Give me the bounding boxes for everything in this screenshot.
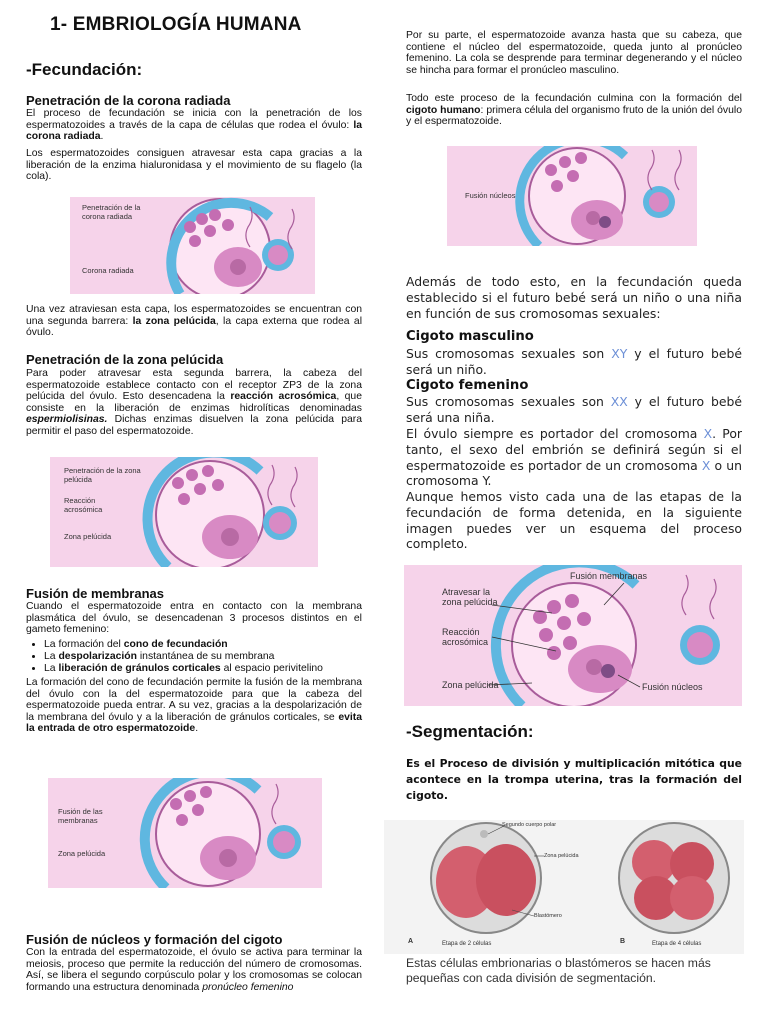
summary-figure — [404, 565, 742, 706]
seg-label-5: Etapa de 4 células — [652, 941, 702, 947]
zona-title: Penetración de la zona pelúcida — [26, 352, 224, 367]
nucleos-paragraph: Con la entrada del espermatozoide, el óvulo se activa para terminar la meiosis, proceso que permite la reducción del número de cromosomas. Así, se libera el segundo corpúsculo polar y los cromosomas se colocan formando una estructura denominada pronúcleo femenino — [26, 947, 362, 993]
seg-label-1: Segundo cuerpo polar — [502, 822, 557, 828]
nucleos-title: Fusión de núcleos y formación del cigoto — [26, 932, 283, 947]
summary-label-2: Atravesar la zona pelúcida — [442, 587, 498, 607]
zona-figure — [50, 457, 318, 567]
segmentacion-caption: Estas células embrionarias o blastómeros se hacen más pequeñas con cada división de segmentación. — [406, 956, 711, 985]
cigoto-femenino-text: Sus cromosomas sexuales son XX y el futuro bebé será una niña. — [406, 394, 742, 425]
seg-label-3: Blastómero — [534, 913, 562, 919]
fusion-figure — [48, 778, 322, 888]
corona-figure — [70, 197, 315, 294]
list-item: • La despolarización instantánea de su membrana — [44, 651, 362, 663]
list-item: • La formación del cono de fecundación — [44, 639, 362, 651]
corona-title: Penetración de la corona radiada — [26, 93, 231, 108]
fecundacion-heading: -Fecundación: — [26, 60, 143, 79]
ovulo-paragraph: El óvulo siempre es portador del cromosoma X. Por tanto, el sexo del embrión se definirá según si el espermatozoide es portador de un cromosoma X o un cromosoma Y. — [406, 426, 742, 489]
seg-label-2: Zona pelúcida — [544, 853, 579, 859]
cigoto-masculino-text: Sus cromosomas sexuales son XY y el futuro bebé será un niño. — [406, 346, 742, 377]
cromosomas-intro: Además de todo esto, en la fecundación queda establecido si el futuro bebé será un niño o una niña en función de sus cromosomas sexuales: — [406, 274, 742, 321]
right-paragraph-2: Todo este proceso de la fecundación culmina con la formación del cigoto humano: primera célula del organismo fruto de la unión del óvulo y el espermatozoide. — [406, 93, 742, 128]
corona-paragraph-1: El proceso de fecundación se inicia con la penetración de los espermatozoides a través de la capa de células que rodea el óvulo: la corona radiada. — [26, 108, 362, 143]
nucleos-figure-label: Fusión núcleos — [465, 191, 516, 200]
fusion-title: Fusión de membranas — [26, 586, 164, 601]
right-paragraph-1: Por su parte, el espermatozoide avanza hasta que su cabeza, que contiene el núcleo del espermatozoide, queda junto al pronúcleo femenino. La cola se desprende para terminar degenerando y el núcleo se hincha para formar el pronúcleo masculino. — [406, 30, 742, 76]
fusion-list — [26, 639, 362, 674]
nucleos-figure — [447, 146, 697, 246]
segmentacion-text: Es el Proceso de división y multiplicación mitótica que acontece en la trompa uterina, tras la formación del cigoto. — [406, 757, 742, 802]
aunque-paragraph: Aunque hemos visto cada una de las etapas de la fecundación de forma detenida, en la siguiente imagen puedes ver un esquema del proceso completo. — [406, 489, 742, 552]
list-item: • La liberación de gránulos corticales al espacio perivitelino — [44, 663, 362, 675]
zona-paragraph: Para poder atravesar esta segunda barrera, la cabeza del espermatozoide establece contacto con el receptor ZP3 de la zona pelúcida del óvulo. Esto desencadena la reacción acrosómica, que consiste en la liberación de enzimas hidrolíticas denominadas espermiolisinas. Dichas enzimas disuelven la zona pelúcida para permitir el paso del espermatozoide. — [26, 368, 362, 437]
seg-label-4: Etapa de 2 células — [442, 941, 492, 947]
corona-paragraph-2: Los espermatozoides consiguen atravesar esta capa gracias a la liberación de la enzima hialuronidasa y el movimiento de su flagelo (la cola). — [26, 148, 362, 183]
cigoto-masculino-title: Cigoto masculino — [406, 329, 534, 344]
summary-label-1: Fusión membranas — [570, 571, 648, 581]
fusion-paragraph: La formación del cono de fecundación permite la fusión de la membrana del óvulo con la del espermatozoide para que la cabeza del espermatozoide pueda entrar. A su vez, gracias a la despolarización de la membrana del óvulo y a la liberación de gránulos corticales, se evita la entrada de otro espermatozoide. — [26, 677, 362, 735]
zona-figure-label-1: Penetración de la zona pelúcida — [64, 466, 141, 484]
summary-label-3: Reacción acrosómica — [442, 627, 489, 647]
fusion-illustration — [48, 778, 322, 888]
seg-label-b: B — [620, 938, 626, 945]
seg-label-a: A — [408, 938, 414, 945]
fusion-figure-label-1: Fusión de las membranas — [58, 807, 103, 825]
cigoto-femenino-title: Cigoto femenino — [406, 378, 529, 393]
segmentacion-heading: -Segmentación: — [406, 722, 534, 741]
segmentacion-illustration — [384, 820, 744, 954]
fusion-figure-label-2: Zona pelúcida — [58, 849, 106, 858]
page-title: 1- EMBRIOLOGÍA HUMANA — [50, 14, 302, 35]
fusion-intro: Cuando el espermatozoide entra en contacto con la membrana plasmática del óvulo, se desencadenan 3 procesos distintos en el gameto femenino: — [26, 601, 362, 636]
zona-figure-label-2: Reacción acrosómica — [64, 496, 103, 514]
corona-after-paragraph: Una vez atraviesan esta capa, los espermatozoides se encuentran con una segunda barrera: la zona pelúcida, la capa externa que rodea al óvulo. — [26, 304, 363, 339]
corona-figure-label-2: Corona radiada — [82, 266, 134, 275]
corona-figure-label-1: Penetración de la corona radiada — [82, 203, 141, 221]
summary-label-5: Fusión núcleos — [642, 682, 703, 692]
zona-figure-label-3: Zona pelúcida — [64, 532, 112, 541]
segmentacion-figure — [384, 820, 744, 954]
summary-label-4: Zona pelúcida — [442, 680, 499, 690]
